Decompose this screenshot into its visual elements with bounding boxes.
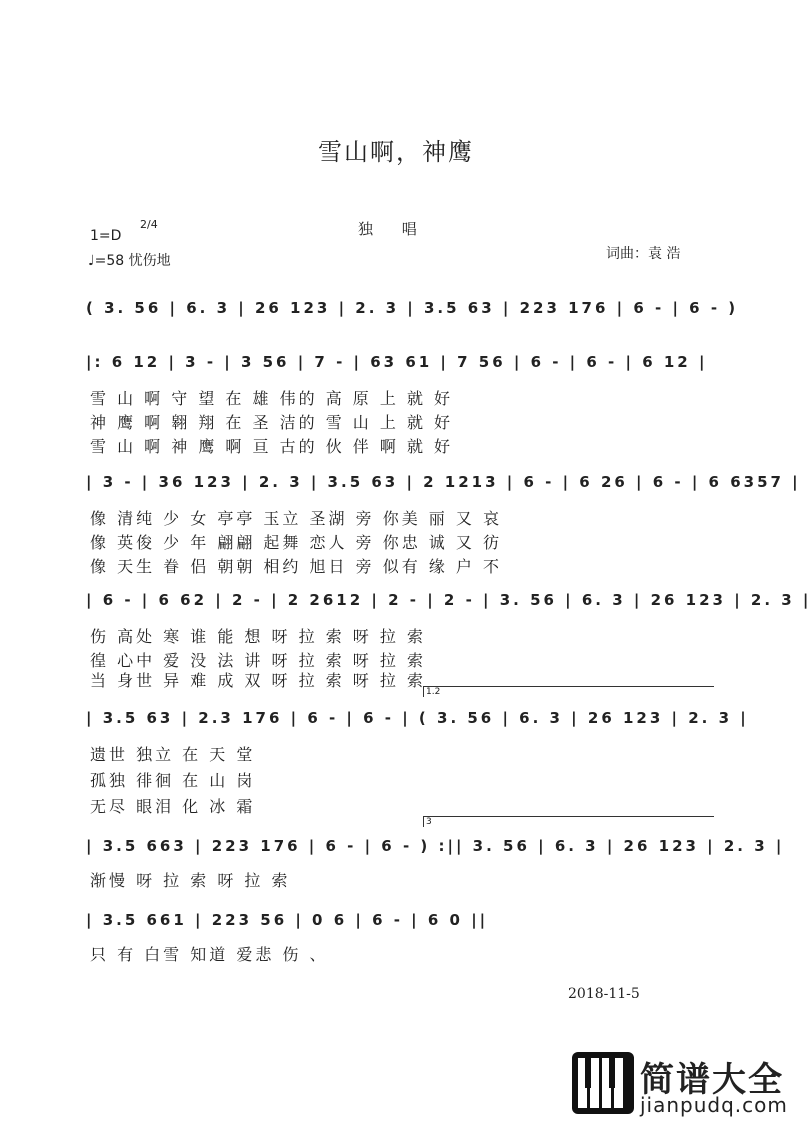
key-signature: 1=D [90, 228, 122, 244]
tempo-marking: ♩=58 忧伤地 [88, 253, 171, 269]
notation-system-2: |: 6 12 | 3 - | 3 56 | 7 - | 63 61 | 7 56 | 6 - | 6 - | 6 12 | [86, 353, 708, 371]
lyrics-line: 遗世 独立 在 天 堂 [90, 745, 256, 764]
lyrics-line: 像 英俊 少 年 翩翩 起舞 恋人 旁 你忠 诚 又 彷 [90, 533, 502, 552]
lyrics-line: 像 天生 眷 侣 朝朝 相约 旭日 旁 似有 缘 户 不 [90, 557, 502, 576]
notation-system-7: | 3.5 661 | 223 56 | 0 6 | 6 - | 6 0 || [86, 911, 489, 929]
lyrics-line: 当 身世 异 难 成 双 呀 拉 索 呀 拉 索 [90, 671, 426, 690]
notation-system-1: ( 3. 56 | 6. 3 | 26 123 | 2. 3 | 3.5 63 | 223 176 | 6 - | 6 - ) [86, 299, 739, 317]
notation-system-3: | 3 - | 36 123 | 2. 3 | 3.5 63 | 2 1213 | 6 - | 6 26 | 6 - | 6 6357 | [86, 473, 801, 491]
volta-label: 3 [426, 817, 432, 827]
lyrics-line: 雪 山 啊 守 望 在 雄 伟的 高 原 上 就 好 [90, 389, 454, 408]
lyrics-line: 孤独 徘徊 在 山 岗 [90, 771, 256, 790]
lyrics-line: 神 鹰 啊 翱 翔 在 圣 洁的 雪 山 上 就 好 [90, 413, 454, 432]
lyrics-line: 伤 高处 寒 谁 能 想 呀 拉 索 呀 拉 索 [90, 627, 426, 646]
page-title: 雪山啊，神鹰 [318, 138, 474, 166]
volta-bracket [423, 816, 714, 827]
volta-label: 1.2 [426, 687, 441, 697]
lyrics-line: 渐慢 呀 拉 索 呀 拉 索 [90, 871, 291, 890]
time-signature-text: 2/4 [140, 218, 158, 231]
credits: 词曲：袁 浩 [606, 246, 681, 262]
notation-system-6: | 3.5 663 | 223 176 | 6 - | 6 - ) :|| 3. 56 | 6. 3 | 26 123 | 2. 3 | [86, 837, 785, 855]
lyrics-line: 只 有 白雪 知道 爱悲 伤 、 [90, 945, 329, 964]
lyrics-line: 像 清纯 少 女 亭亭 玉立 圣湖 旁 你美 丽 又 哀 [90, 509, 502, 528]
composition-date: 2018-11-5 [568, 986, 640, 1002]
lyrics-line: 徨 心中 爱 没 法 讲 呀 拉 索 呀 拉 索 [90, 651, 426, 670]
lyrics-line: 雪 山 啊 神 鹰 啊 亘 古的 伙 伴 啊 就 好 [90, 437, 454, 456]
time-signature [140, 220, 158, 230]
performance-type: 独 唱 [358, 220, 429, 238]
notation-system-5: | 3.5 63 | 2.3 176 | 6 - | 6 - | ( 3. 56 | 6. 3 | 26 123 | 2. 3 | [86, 709, 749, 727]
logo-url: jianpudq.com [640, 1093, 788, 1117]
logo-text: 简谱大全 [640, 1060, 784, 1100]
volta-bracket [423, 686, 714, 697]
lyrics-line: 无尽 眼泪 化 冰 霜 [90, 797, 256, 816]
notation-system-4: | 6 - | 6 62 | 2 - | 2 2612 | 2 - | 2 - | 3. 56 | 6. 3 | 26 123 | 2. 3 | [86, 591, 811, 609]
